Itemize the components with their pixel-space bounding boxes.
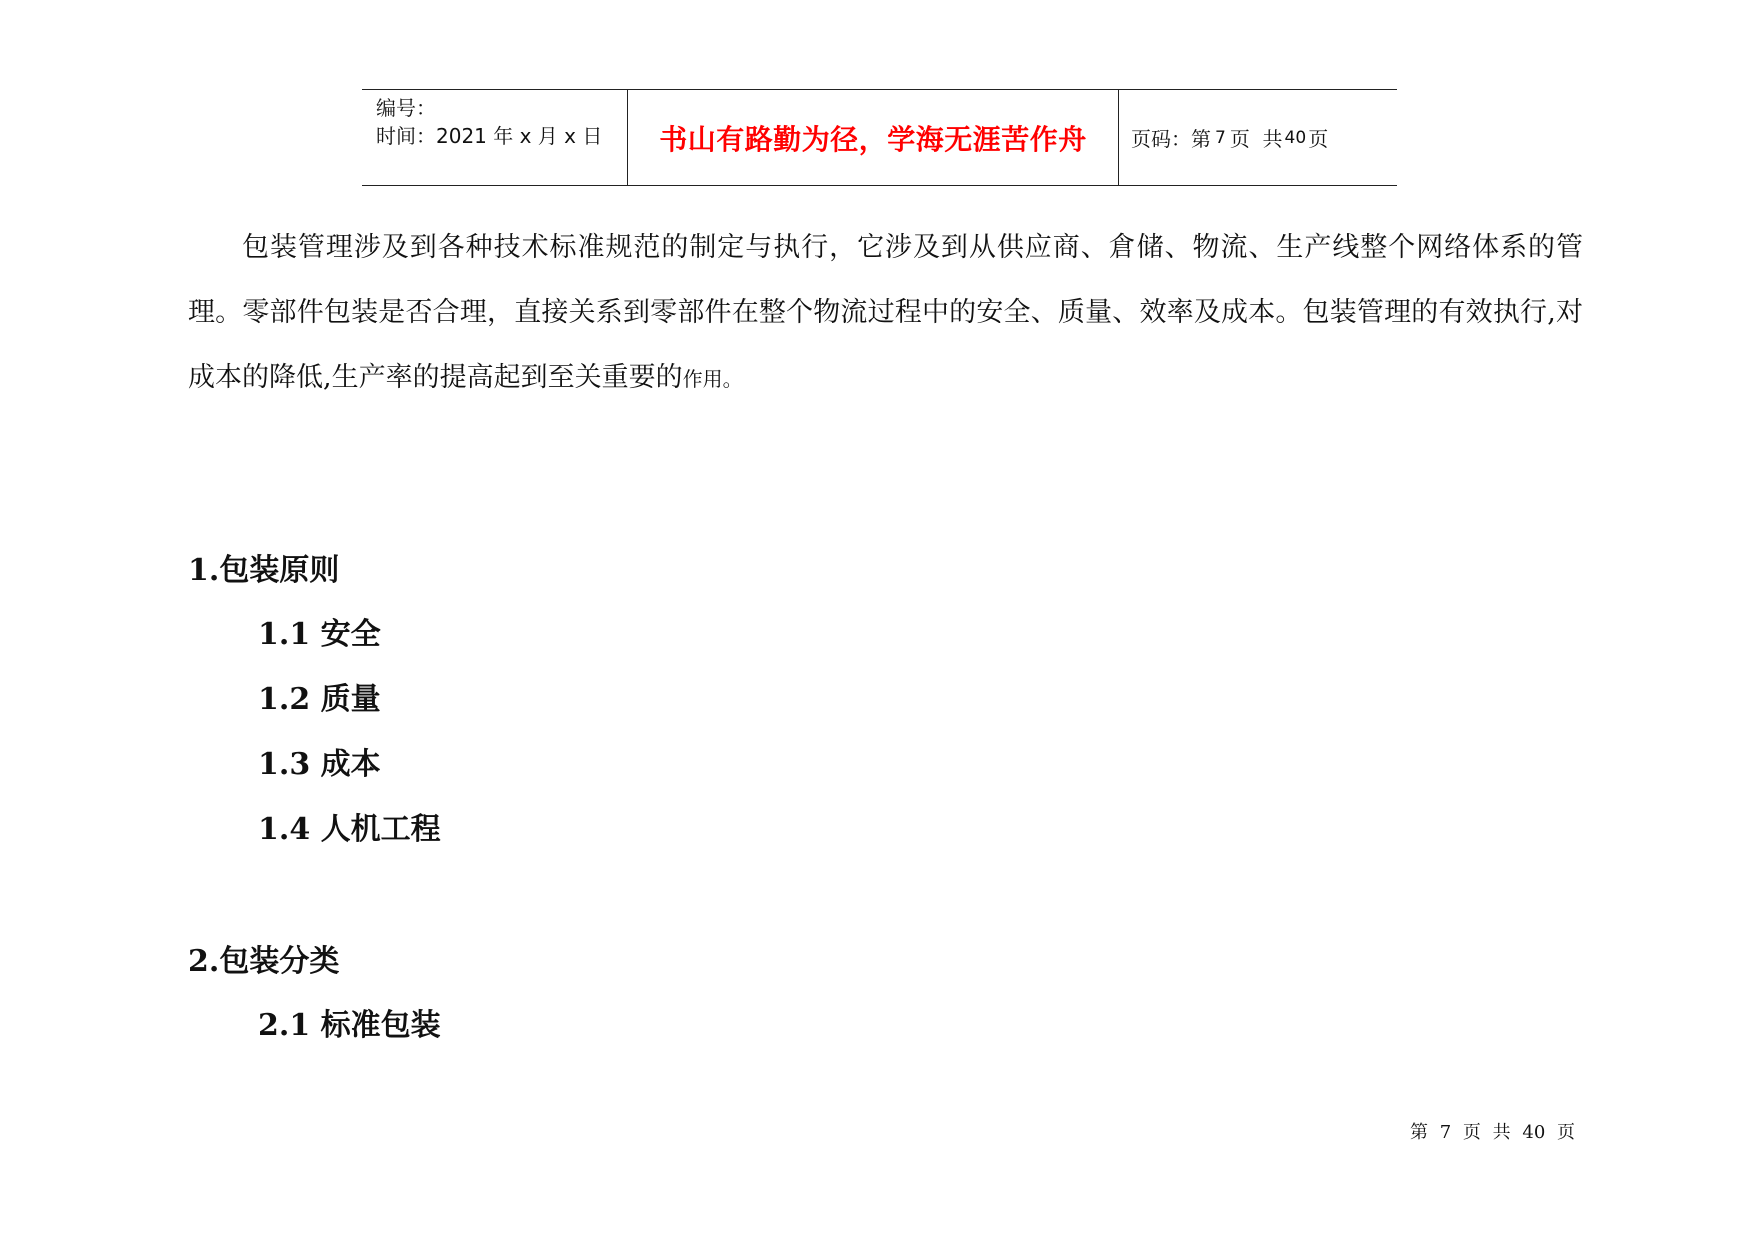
page-code-prefix: 页码：第: [1131, 127, 1211, 151]
subsection-heading-cost: 1.3 成本: [258, 747, 381, 782]
subsection-heading-quality: 1.2 质量: [258, 682, 381, 717]
page-code-total: 40: [1284, 127, 1307, 148]
header-info-cell: [362, 90, 628, 185]
page-footer: 第 7 页 共 40 页: [1410, 1122, 1575, 1143]
document-time-label: 时间：2021 年 x 月 x 日: [376, 124, 603, 148]
header-motto: 书山有路勤为径，学海无涯苦作舟: [659, 122, 1087, 156]
section-heading-packaging-classification: 2.包装分类: [188, 944, 340, 979]
page-header-table: [362, 89, 1397, 186]
page-code-current: 7: [1215, 127, 1226, 148]
intro-text: 包装管理涉及到各种技术标准规范的制定与执行，它涉及到从供应商、倉储、物流、生产线整个网络体系的管理。零部件包装是否合理，直接关系到零部件在整个物流过程中的安全、质量、效率及成本。包装管理的有效执行,对成本的降低,生产率的提高起到至关重要的: [188, 232, 1583, 393]
subsection-heading-safety: 1.1 安全: [258, 617, 381, 652]
subsection-heading-standard-packaging: 2.1 标准包装: [258, 1008, 441, 1043]
subsection-heading-ergonomics: 1.4 人机工程: [258, 812, 441, 847]
intro-text-tail: 作用。: [682, 367, 743, 391]
header-motto-cell: [628, 90, 1119, 185]
intro-paragraph: [188, 215, 1583, 412]
section-heading-packaging-principles: 1.包装原则: [188, 553, 340, 588]
page-code-mid: 页 共: [1229, 127, 1283, 151]
header-page-code: [1119, 90, 1397, 185]
page-code-suffix: 页: [1308, 127, 1329, 151]
document-number-label: 编号：: [376, 96, 436, 120]
